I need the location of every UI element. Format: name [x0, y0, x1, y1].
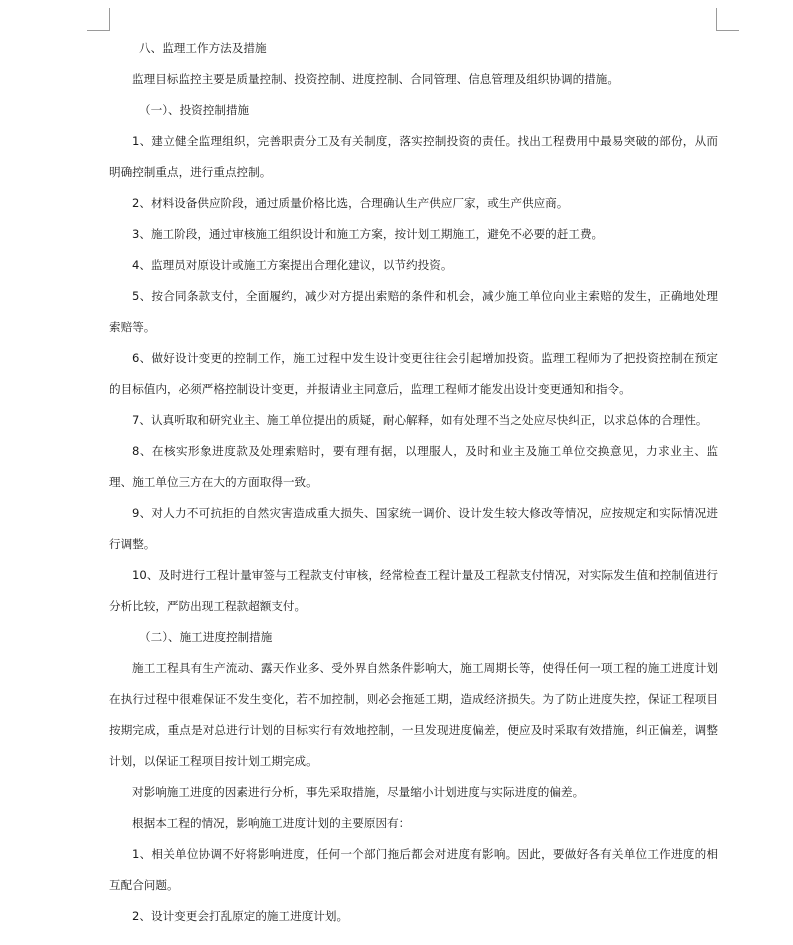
- subsection-heading: （二）、施工进度控制措施: [139, 630, 273, 644]
- paragraph: 7、认真听取和研究业主、施工单位提出的质疑，耐心解释，如有处理不当之处应尽快纠正，以求总体的合理性。: [132, 413, 708, 427]
- section-heading: 八、监理工作方法及措施: [139, 41, 267, 55]
- document-body: [109, 33, 718, 932]
- paragraph: 5、按合同条款支付，全面履约，减少对方提出索赔的条件和机会，减少施工单位向业主索赔的发生，正确地处理索赔等。: [109, 289, 718, 334]
- paragraph: 根据本工程的情况，影响施工进度计划的主要原因有：: [132, 816, 411, 830]
- paragraph: 对影响施工进度的因素进行分析，事先采取措施，尽量缩小计划进度与实际进度的偏差。: [132, 785, 585, 799]
- paragraph: 4、监理员对原设计或施工方案提出合理化建议，以节约投资。: [132, 258, 453, 272]
- paragraph: 2、材料设备供应阶段，通过质量价格比选，合理确认生产供应厂家，或生产供应商。: [132, 196, 569, 210]
- paragraph: 6、做好设计变更的控制工作，施工过程中发生设计变更往往会引起增加投资。监理工程师为了把投资控制在预定的目标值内，必须严格控制设计变更，并报请业主同意后，监理工程师才能发出设计变更通知和指令。: [109, 351, 718, 396]
- paragraph: 9、对人力不可抗拒的自然灾害造成重大损失、国家统一调价、设计发生较大修改等情况，应按规定和实际情况进行调整。: [109, 506, 718, 551]
- paragraph: 1、建立健全监理组织，完善职责分工及有关制度，落实控制投资的责任。找出工程费用中最易突破的部份，从而明确控制重点，进行重点控制。: [109, 134, 718, 179]
- paragraph: 2、设计变更会打乱原定的施工进度计划。: [132, 909, 349, 923]
- paragraph: 1、相关单位协调不好将影响进度，任何一个部门拖后都会对进度有影响。因此，要做好各有关单位工作进度的相互配合问题。: [109, 847, 718, 892]
- paragraph: 施工工程具有生产流动、露天作业多、受外界自然条件影响大，施工周期长等，使得任何一项工程的施工进度计划在执行过程中很难保证不发生变化，若不加控制，则必会拖延工期，造成经济损失。为了防止进度失控，保证工程项目按期完成，重点是对总进行计划的目标实行有效地控制，一旦发现进度偏差，便应及时采取有效措施，纠正偏差，调整计划，以保证工程项目按计划工期完成。: [109, 661, 718, 768]
- margin-mark-top-right: [716, 8, 739, 31]
- paragraph: 监理目标监控主要是质量控制、投资控制、进度控制、合同管理、信息管理及组织协调的措施。: [132, 72, 619, 86]
- paragraph: 3、施工阶段，通过审核施工组织设计和施工方案，按计划工期施工，避免不必要的赶工费。: [132, 227, 604, 241]
- margin-mark-top-left: [87, 8, 110, 31]
- subsection-heading: （一）、投资控制措施: [139, 103, 250, 117]
- paragraph: 10、及时进行工程计量审签与工程款支付审核，经常检查工程计量及工程款支付情况，对实际发生值和控制值进行分析比较，严防出现工程款超额支付。: [109, 568, 718, 613]
- paragraph: 8、在核实形象进度款及处理索赔时，要有理有据，以理服人，及时和业主及施工单位交换意见，力求业主、监理、施工单位三方在大的方面取得一致。: [109, 444, 718, 489]
